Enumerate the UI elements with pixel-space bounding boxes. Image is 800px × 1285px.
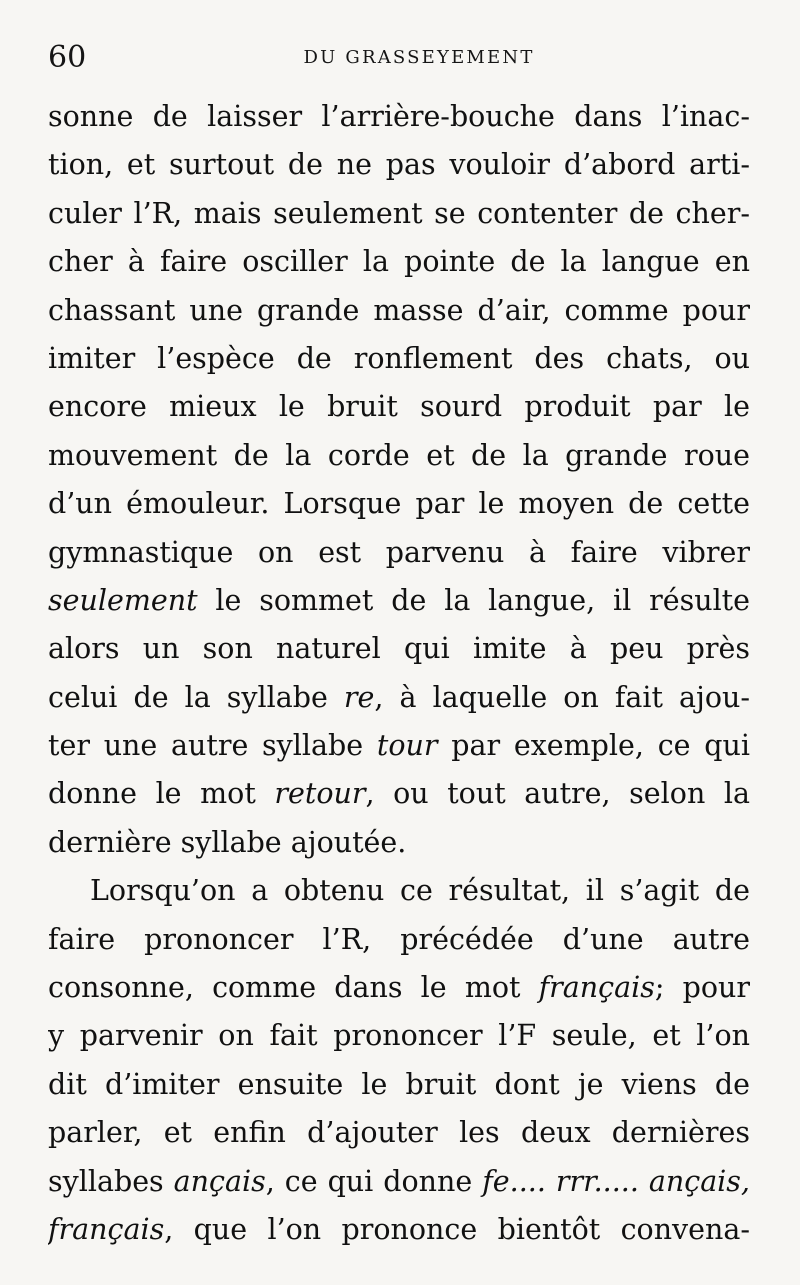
text-line: dernière syllabe ajoutée.	[48, 825, 407, 859]
text-line-paragraph-start: Lorsqu’on a obtenu ce résultat, il s’agit de	[90, 874, 750, 908]
text-line: y parvenir on fait prononcer l’F seule, et l’on	[48, 1019, 750, 1053]
text-line: d’un émouleur. Lorsque par le moyen de cette	[48, 487, 750, 521]
text-line: alors un son naturel qui imite à peu près	[48, 632, 750, 666]
text-line: ter une autre syllabe tour par exemple, ce qui	[48, 729, 750, 763]
italic-word: ançais	[173, 1164, 266, 1198]
body-text	[48, 93, 750, 1254]
text-line: faire prononcer l’R, précédée d’une autre	[48, 922, 750, 956]
italic-word: français	[538, 971, 655, 1005]
italic-word: tour	[376, 729, 438, 763]
text-line: parler, et enfin d’ajouter les deux dernières	[48, 1116, 750, 1150]
italic-word: seulement	[48, 583, 198, 617]
text-line: seulement le sommet de la langue, il résulte	[48, 583, 750, 617]
italic-word: re	[343, 680, 375, 714]
text-line: encore mieux le bruit sourd produit par le	[48, 390, 750, 424]
page-number: 60	[48, 40, 87, 75]
text-line: chassant une grande masse d’air, comme pour	[48, 293, 750, 327]
text-line: imiter l’espèce de ronflement des chats, ou	[48, 341, 750, 375]
text-line: gymnastique on est parvenu à faire vibrer	[48, 535, 750, 569]
running-head: DU GRASSEYEMENT	[303, 47, 535, 68]
italic-word: français	[48, 1212, 165, 1246]
page-header	[48, 38, 750, 78]
text-line: tion, et surtout de ne pas vouloir d’abord arti-	[48, 148, 750, 182]
text-line: dit d’imiter ensuite le bruit dont je viens de	[48, 1067, 750, 1101]
text-line: syllabes ançais, ce qui donne fe.... rrr..... ançais,	[48, 1164, 750, 1198]
text-line: français, que l’on prononce bientôt convena-	[48, 1212, 750, 1246]
text-line: celui de la syllabe re, à laquelle on fait ajou-	[48, 680, 750, 714]
text-line: donne le mot retour, ou tout autre, selon la	[48, 777, 750, 811]
text-line: sonne de laisser l’arrière-bouche dans l’inac-	[48, 100, 750, 133]
text-line: culer l’R, mais seulement se contenter de cher-	[48, 196, 750, 230]
italic-word: fe.... rrr..... ançais,	[482, 1164, 750, 1198]
italic-word: retour	[274, 777, 366, 811]
text-line: consonne, comme dans le mot français; pour	[48, 971, 750, 1005]
text-line: cher à faire osciller la pointe de la langue en	[48, 245, 750, 279]
text-line: mouvement de la corde et de la grande roue	[48, 438, 750, 472]
